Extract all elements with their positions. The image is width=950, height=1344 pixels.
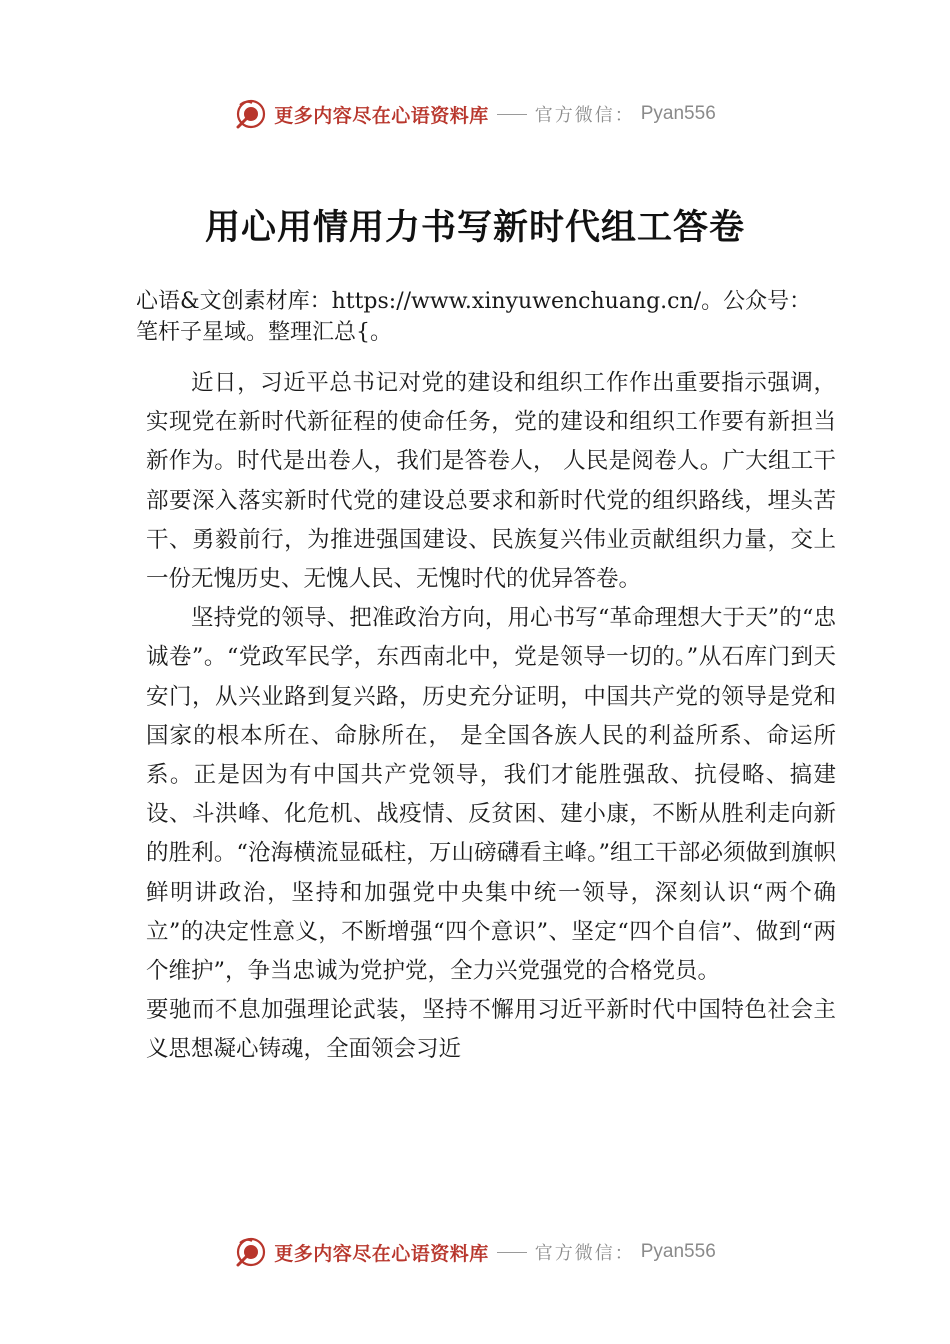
wechat-label: 官方微信：: [534, 1243, 635, 1264]
wechat-id: Pyan556: [640, 103, 716, 124]
document-title: 用心用情用力书写新时代组工答卷: [204, 207, 745, 248]
wechat-id: Pyan556: [640, 1241, 716, 1262]
brand-text: 更多内容尽在心语资料库: [274, 104, 489, 127]
document-body: [146, 364, 836, 1070]
paragraph-2: 坚持党的领导、把准政治方向，用心书写“革命理想大于天”的“忠诚卷”。“党政军民学，东西南北中，党是领导一切的。”从石库门到天安门，从兴业路到复兴路，历史充分证明，中国共产党的领导是党和国家的根本所在、命脉所在， 是全国各族人民的利益所系、命运所系。正是因为有中国共产党领导，我们才能胜强敌、抗侵略、搞建设、斗洪峰、化危机、战疫情、反贫困、建小康，不断从胜利走向新的胜利。“沧海横流显砥柱，万山磅礴看主峰。”组工干部必须做到旗帜鲜明讲政治，坚持和加强党中央集中统一领导，深刻认识“两个确立”的决定性意义，不断增强“四个意识”、坚定“四个自信”、做到“两个维护”，争当忠诚为党护党，全力兴党强党的合格党员。: [146, 605, 836, 985]
pen-logo-icon: [234, 1235, 268, 1269]
paragraph-3: 要驰而不息加强理论武装，坚持不懈用习近平新时代中国特色社会主义思想凝心铸魂，全面领会习近: [146, 997, 836, 1063]
paragraph-1: 近日，习近平总书记对党的建设和组织工作作出重要指示强调，实现党在新时代新征程的使命任务，党的建设和组织工作要有新担当新作为。时代是出卷人，我们是答卷人， 人民是阅卷人。广大组工干部要深入落实新时代党的建设总要求和新时代党的组织路线，埋头苦干、勇毅前行，为推进强国建设、民族复兴伟业贡献组织力量，交上一份无愧历史、无愧人民、无愧时代的优异答卷。: [146, 370, 836, 593]
divider-dash: [497, 114, 527, 115]
brand-text: 更多内容尽在心语资料库: [274, 1242, 489, 1265]
source-line: 心语&文创素材库：https://www.xinyuwenchuang.cn/。公众号：笔杆子星域。整理汇总{。: [136, 289, 812, 345]
footer-banner: [0, 1232, 950, 1272]
wechat-label: 官方微信：: [534, 105, 635, 126]
divider-dash: [497, 1252, 527, 1253]
pen-logo-icon: [234, 97, 268, 131]
header-banner: [0, 94, 950, 134]
